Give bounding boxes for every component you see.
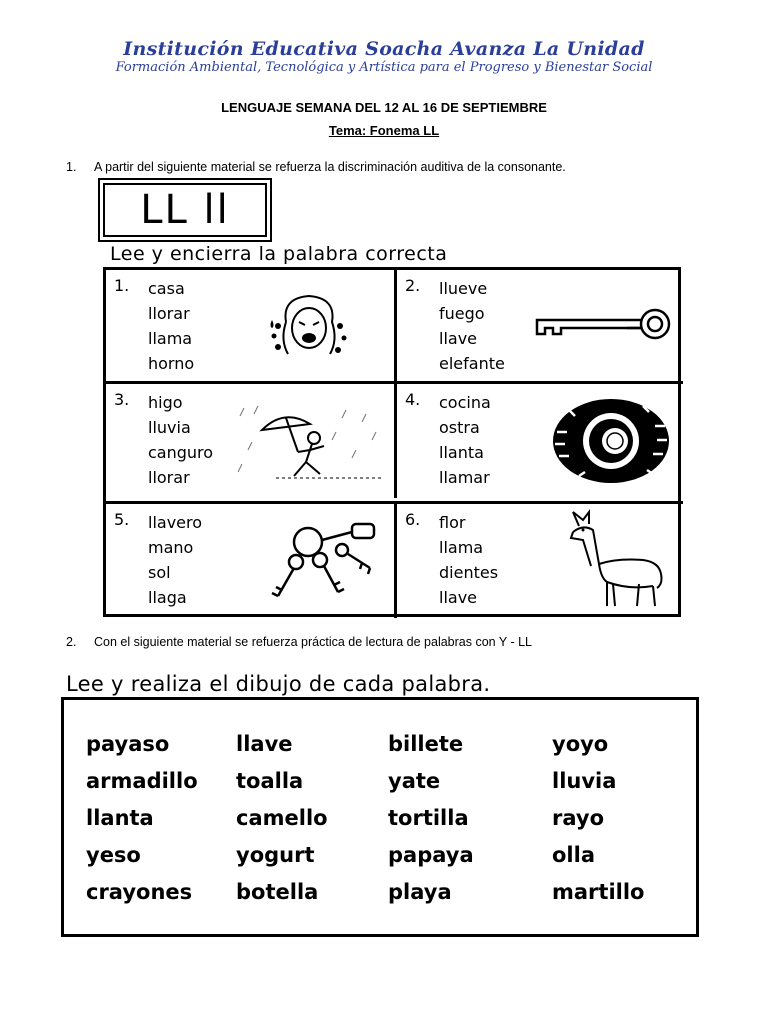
topic-title: Tema: Fonema LL <box>328 123 440 138</box>
crying-girl-icon <box>264 292 354 362</box>
question-1-text: A partir del siguiente material se refuerza la discriminación auditiva de la consonante. <box>94 160 566 174</box>
reading-word: yoyo <box>552 732 609 756</box>
word-option: horno <box>148 354 195 373</box>
reading-word: llave <box>236 732 293 756</box>
exercise-number: 3. <box>114 390 130 409</box>
word-option: llave <box>439 329 478 348</box>
question-1 <box>66 160 566 174</box>
word-list <box>148 390 213 490</box>
ll-letter-card: LL ll <box>103 183 267 237</box>
reading-word: playa <box>388 880 452 904</box>
word-option: cocina <box>439 393 491 412</box>
reading-word: olla <box>552 843 595 867</box>
reading-word: papaya <box>388 843 474 867</box>
tire-icon <box>549 396 673 486</box>
word-option: llamar <box>439 468 490 487</box>
question-1-number: 1. <box>66 160 77 174</box>
question-2-number: 2. <box>66 635 77 649</box>
reading-word: yate <box>388 769 441 793</box>
word-column <box>552 726 644 911</box>
word-option: llanta <box>439 443 484 462</box>
word-option: llave <box>439 588 478 607</box>
reading-word: toalla <box>236 769 304 793</box>
llama-icon <box>569 508 669 608</box>
word-column <box>236 726 328 911</box>
word-column <box>388 726 474 911</box>
exercise-number: 6. <box>405 510 421 529</box>
word-option: lluvia <box>148 418 191 437</box>
worksheet-1-heading: Lee y encierra la palabra correcta <box>110 243 448 265</box>
reading-word: armadillo <box>86 769 198 793</box>
word-list <box>439 390 491 490</box>
page-title: LENGUAJE SEMANA DEL 12 AL 16 DE SEPTIEMBRE <box>221 100 547 115</box>
word-list <box>439 510 498 610</box>
exercise-cell <box>106 270 395 387</box>
question-2-text: Con el siguiente material se refuerza práctica de lectura de palabras con Y - LL <box>94 635 532 649</box>
word-list <box>439 276 505 376</box>
worksheet-1-grid <box>103 267 681 617</box>
reading-word: llanta <box>86 806 154 830</box>
institution-motto: Formación Ambiental, Tecnológica y Artística para el Progreso y Bienestar Social <box>115 60 653 75</box>
reading-word: tortilla <box>388 806 469 830</box>
word-option: canguro <box>148 443 214 462</box>
exercise-cell <box>394 381 683 498</box>
word-option: sol <box>148 563 171 582</box>
word-option: llorar <box>148 468 190 487</box>
word-option: flor <box>439 513 466 532</box>
reading-word: martillo <box>552 880 645 904</box>
word-option: llueve <box>439 279 488 298</box>
word-option: llavero <box>148 513 203 532</box>
word-list <box>148 276 194 376</box>
reading-word: billete <box>388 732 464 756</box>
word-option: llama <box>148 329 193 348</box>
word-option: higo <box>148 393 183 412</box>
exercise-cell <box>394 270 683 387</box>
reading-word: yogurt <box>236 843 315 867</box>
word-option: dientes <box>439 563 499 582</box>
question-2 <box>66 635 532 649</box>
word-list <box>148 510 202 610</box>
exercise-number: 4. <box>405 390 421 409</box>
reading-word: payaso <box>86 732 170 756</box>
exercise-number: 2. <box>405 276 421 295</box>
exercise-cell <box>394 501 683 618</box>
word-option: llaga <box>148 588 187 607</box>
reading-word: crayones <box>86 880 193 904</box>
word-option: elefante <box>439 354 505 373</box>
word-column <box>86 726 198 911</box>
institution-name: Institución Educativa Soacha Avanza La Unidad <box>123 38 645 60</box>
keychain-icon <box>256 520 386 600</box>
reading-word: lluvia <box>552 769 617 793</box>
reading-word: camello <box>236 806 328 830</box>
reading-word: rayo <box>552 806 604 830</box>
word-option: llama <box>439 538 484 557</box>
reading-word: botella <box>236 880 319 904</box>
word-option: llorar <box>148 304 190 323</box>
exercise-number: 5. <box>114 510 130 529</box>
worksheet-2-word-box <box>61 697 699 937</box>
worksheet-2-heading: Lee y realiza el dibujo de cada palabra. <box>66 672 491 696</box>
exercise-cell <box>106 501 395 618</box>
key-icon <box>527 304 677 344</box>
reading-word: yeso <box>86 843 141 867</box>
umbrella-rain-icon <box>236 402 386 482</box>
word-option: mano <box>148 538 194 557</box>
exercise-number: 1. <box>114 276 130 295</box>
word-option: ostra <box>439 418 480 437</box>
exercise-cell <box>106 381 395 498</box>
word-option: casa <box>148 279 185 298</box>
word-option: fuego <box>439 304 485 323</box>
